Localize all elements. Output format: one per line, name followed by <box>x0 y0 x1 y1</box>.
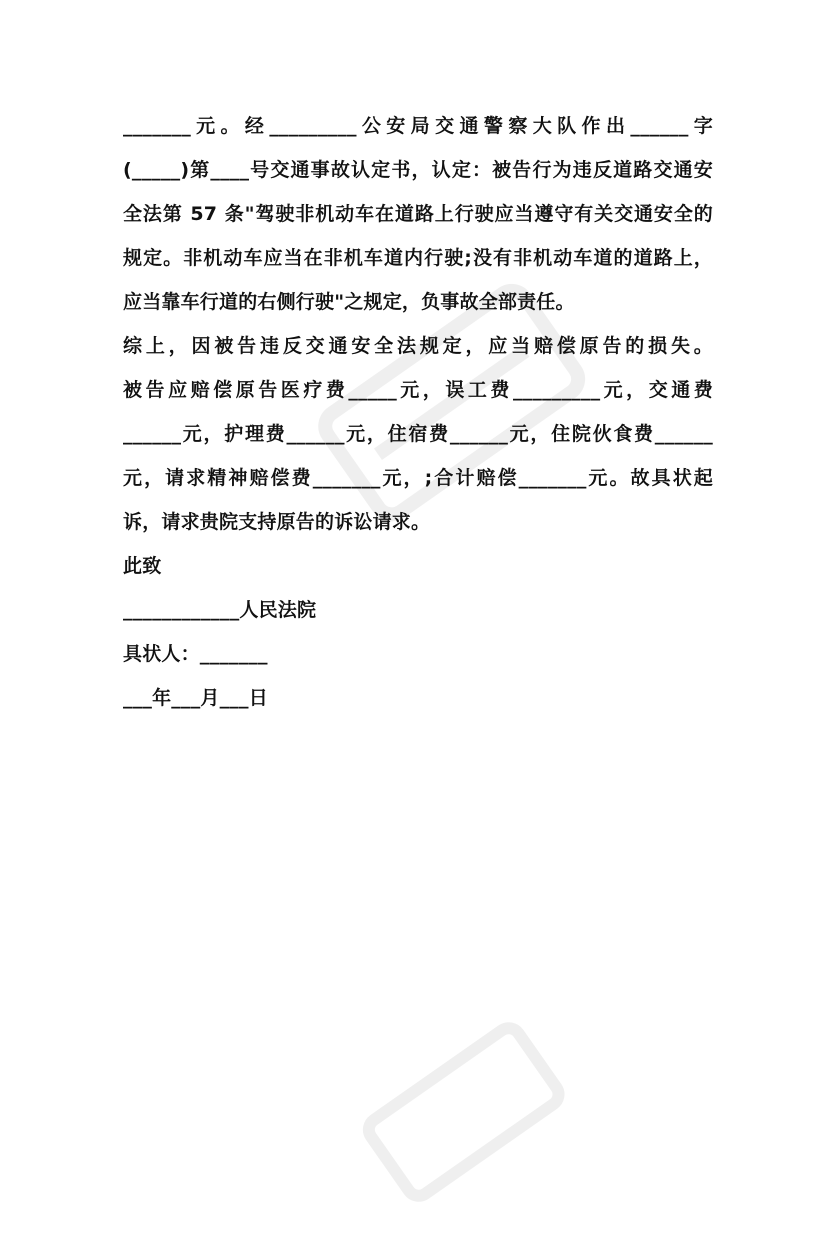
court-line: ____________人民法院 <box>123 599 317 621</box>
text-line-10: 诉，请求贵院支持原告的诉讼请求。 <box>123 511 431 533</box>
text-line-6: 综上，因被告违反交通安全法规定，应当赔偿原告的损失。 <box>123 335 713 357</box>
plaintiff-signature-line: 具状人：_______ <box>123 643 268 665</box>
salutation: 此致 <box>123 555 162 577</box>
text-line-2: (_____)第____号交通事故认定书，认定：被告行为违反道路交通安 <box>123 159 713 181</box>
date-line: ___年___月___日 <box>123 687 268 709</box>
watermark-mark <box>347 1005 580 1218</box>
document-body <box>123 104 713 720</box>
text-line-7: 被告应赔偿原告医疗费_____元，误工费_________元，交通费 <box>123 379 713 401</box>
text-line-9: 元，请求精神赔偿费_______元，;合计赔偿_______元。故具状起 <box>123 467 713 489</box>
text-line-4: 规定。非机动车应当在非机车道内行驶;没有非机动车道的道路上， <box>123 247 713 269</box>
text-line-1: _______元。经_________公安局交通警察大队作出______字 <box>123 115 713 137</box>
watermark <box>347 1005 592 1236</box>
text-line-8: ______元，护理费______元，住宿费______元，住院伙食费______ <box>123 423 713 445</box>
text-line-3: 全法第 57 条"驾驶非机动车在道路上行驶应当遵守有关交通安全的 <box>123 203 713 225</box>
text-line-5: 应当靠车行道的右侧行驶"之规定，负事故全部责任。 <box>123 291 575 313</box>
